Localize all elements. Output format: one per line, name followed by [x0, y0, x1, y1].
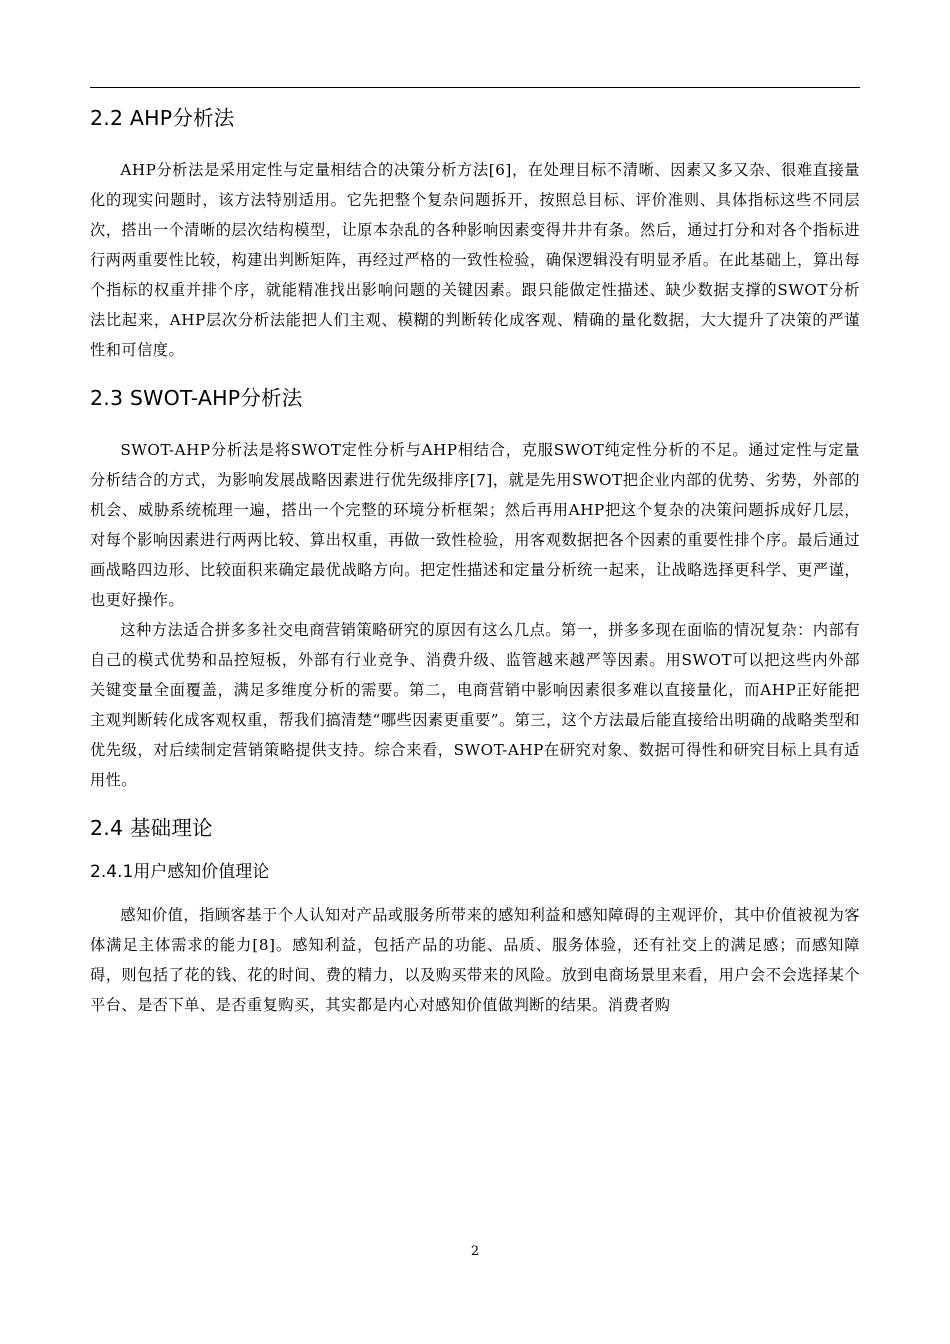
paragraph-perceived-value: 感知价值，指顾客基于个人认知对产品或服务所带来的感知利益和感知障碍的主观评价，其中价值被视为客体满足主体需求的能力[8]。感知利益，包括产品的功能、品质、服务体验，还有社交上的满足感；而感知障碍，则包括了花的钱、花的时间、费的精力，以及购买带来的风险。放到电商场景里来看，用户会不会选择某个平台、是否下单、是否重复购买，其实都是内心对感知价值做判断的结果。消费者购 [90, 906, 860, 1014]
subsection-heading-2-4-1: 2.4.1用户感知价值理论 [90, 862, 270, 882]
section-heading-2-4: 2.4 基础理论 [90, 816, 213, 840]
document-body [90, 96, 860, 1020]
paragraph-ahp: AHP分析法是采用定性与定量相结合的决策分析方法[6]，在处理目标不清晰、因素又多又杂、很难直接量化的现实问题时，该方法特别适用。它先把整个复杂问题拆开，按照总目标、评价准则、具体指标这些不同层次，搭出一个清晰的层次结构模型，让原本杂乱的各种影响因素变得井井有条。然后，通过打分和对各个指标进行两两重要性比较，构建出判断矩阵，再经过严格的一致性检验，确保逻辑没有明显矛盾。在此基础上，算出每个指标的权重并排个序，就能精准找出影响问题的关键因素。跟只能做定性描述、缺少数据支撑的SWOT分析法比起来，AHP层次分析法能把人们主观、模糊的判断转化成客观、精确的量化数据，大大提升了决策的严谨性和可信度。 [90, 161, 860, 359]
paragraph-swot-ahp-2: 这种方法适合拼多多社交电商营销策略研究的原因有这么几点。第一，拼多多现在面临的情况复杂：内部有自己的模式优势和品控短板，外部有行业竞争、消费升级、监管越来越严等因素。用SWOT可以把这些内外部关键变量全面覆盖，满足多维度分析的需要。第二，电商营销中影响因素很多难以直接量化，而AHP正好能把主观判断转化成客观权重，帮我们搞清楚“哪些因素更重要”。第三，这个方法最后能直接给出明确的战略类型和优先级，对后续制定营销策略提供支持。综合来看，SWOT-AHP在研究对象、数据可得性和研究目标上具有适用性。 [90, 621, 860, 789]
paragraph-swot-ahp-1: SWOT-AHP分析法是将SWOT定性分析与AHP相结合，克服SWOT纯定性分析的不足。通过定性与定量分析结合的方式，为影响发展战略因素进行优先级排序[7]，就是先用SWOT把企业内部的优势、劣势，外部的机会、威胁系统梳理一遍，搭出一个完整的环境分析框架；然后再用AHP把这个复杂的决策问题拆成好几层，对每个影响因素进行两两比较、算出权重，再做一致性检验，用客观数据把各个因素的重要性排个序。最后通过画战略四边形、比较面积来确定最优战略方向。把定性描述和定量分析统一起来，让战略选择更科学、更严谨，也更好操作。 [90, 441, 860, 609]
section-heading-2-3: 2.3 SWOT-AHP分析法 [90, 386, 303, 410]
header-rule [90, 87, 860, 88]
page-number: 2 [470, 1244, 480, 1259]
section-heading-2-2: 2.2 AHP分析法 [90, 106, 235, 130]
